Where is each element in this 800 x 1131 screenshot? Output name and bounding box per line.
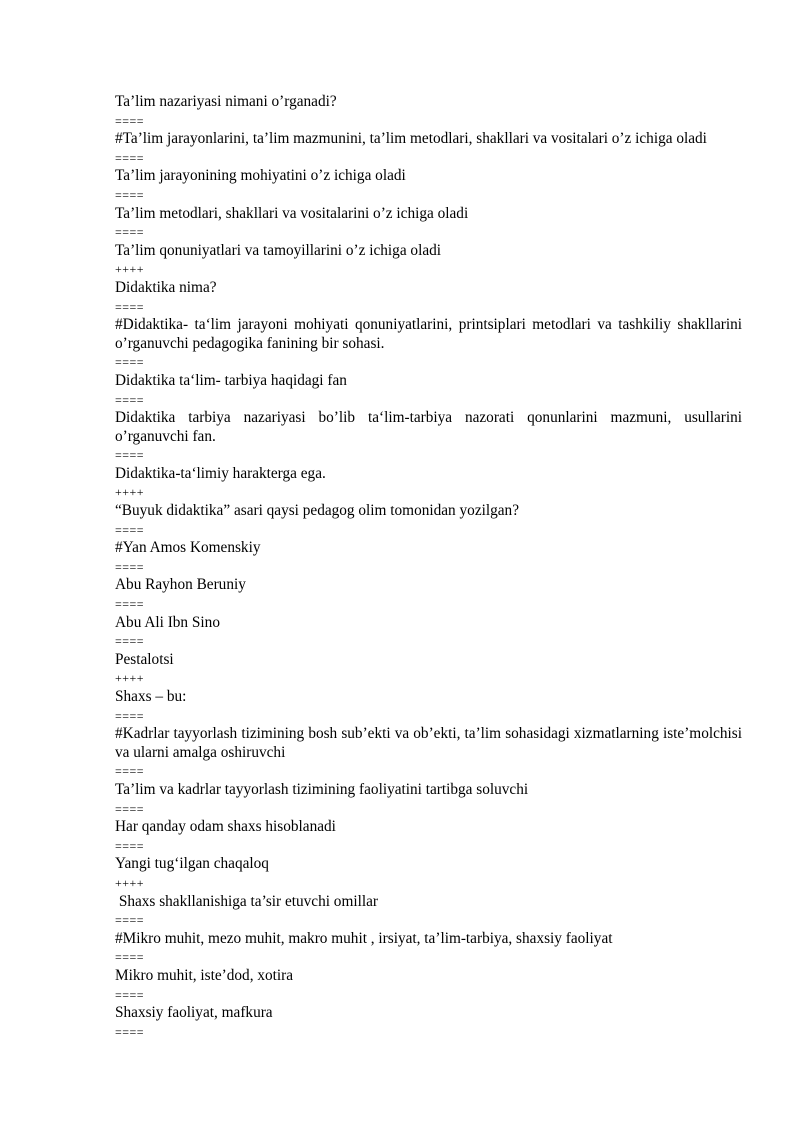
document-page: [115, 93, 742, 1041]
text-line: “Buyuk didaktika” asari qaysi pedagog olim tomonidan yozilgan?: [115, 502, 519, 520]
separator-line: ====: [115, 1024, 145, 1039]
text-line: Mikro muhit, iste’dod, xotira: [115, 966, 294, 984]
text-line: Ta’lim metodlari, shakllari va vositalarini o’z ichiga oladi: [115, 204, 469, 222]
text-paragraph: #Kadrlar tayyorlash tizimining bosh sub’ekti va ob’ekti, ta’lim sohasidagi xizmatlarning iste’molchisi va ularni amalga oshiruvchi: [115, 725, 742, 761]
separator-line: ++++: [115, 262, 145, 277]
separator-line: ====: [115, 708, 145, 723]
text-line: Abu Rayhon Beruniy: [115, 576, 246, 594]
separator-line: ====: [115, 801, 145, 816]
text-line: Ta’lim qonuniyatlari va tamoyillarini o’z ichiga oladi: [115, 241, 442, 259]
text-paragraph: Didaktika tarbiya nazariyasi bo’lib ta‘lim-tarbiya nazorati qonunlarini mazmuni, usullarini o’rganuvchi fan.: [115, 409, 742, 445]
text-line: Didaktika ta‘lim- tarbiya haqidagi fan: [115, 371, 347, 389]
separator-line: ====: [115, 355, 145, 370]
text-line: #Mikro muhit, mezo muhit, makro muhit , irsiyat, ta’lim-tarbiya, shaxsiy faoliyat: [115, 929, 613, 947]
text-line: Shaxs – bu:: [115, 688, 187, 705]
separator-line: ====: [115, 987, 145, 1002]
text-line: #Ta’lim jarayonlarini, ta’lim mazmunini, ta’lim metodlari, shakllari va vositalari o’z ichiga oladi: [115, 130, 707, 148]
text-line: Abu Ali Ibn Sino: [115, 613, 220, 631]
separator-line: ++++: [115, 875, 145, 890]
separator-line: ====: [115, 113, 145, 128]
text-line: Shaxs shakllanishiga ta’sir etuvchi omillar: [115, 892, 378, 910]
separator-line: ====: [115, 448, 145, 463]
separator-line: ====: [115, 392, 145, 407]
separator-line: ++++: [115, 671, 145, 686]
separator-line: ====: [115, 150, 145, 165]
separator-line: ====: [115, 913, 145, 928]
separator-line: ====: [115, 522, 145, 537]
separator-line: ====: [115, 597, 145, 612]
separator-line: ====: [115, 225, 145, 240]
separator-line: ====: [115, 634, 145, 649]
text-line: Yangi tug‘ilgan chaqaloq: [115, 855, 269, 873]
separator-line: ====: [115, 838, 145, 853]
separator-line: ====: [115, 950, 145, 965]
text-paragraph: #Didaktika- ta‘lim jarayoni mohiyati qonuniyatlarini, printsiplari metodlari va tashkiliy shakllarini o’rganuvchi pedagogika fanining bir sohasi.: [115, 316, 742, 352]
separator-line: ====: [115, 559, 145, 574]
text-line: #Yan Amos Komenskiy: [115, 539, 261, 557]
text-line: Har qanday odam shaxs hisoblanadi: [115, 818, 336, 836]
separator-line: ====: [115, 299, 145, 314]
text-line: Didaktika-ta‘limiy harakterga ega.: [115, 464, 326, 482]
separator-line: ====: [115, 187, 145, 202]
separator-line: ++++: [115, 485, 145, 500]
text-line: Didaktika nima?: [115, 278, 217, 296]
separator-line: ====: [115, 764, 145, 779]
text-line: Pestalotsi: [115, 650, 174, 668]
text-line: Ta’lim nazariyasi nimani o’rganadi?: [115, 93, 337, 110]
text-line: Ta’lim va kadrlar tayyorlash tizimining faoliyatini tartibga soluvchi: [115, 780, 529, 798]
text-line: Ta’lim jarayonining mohiyatini o’z ichiga oladi: [115, 167, 406, 185]
text-line: Shaxsiy faoliyat, mafkura: [115, 1004, 273, 1022]
